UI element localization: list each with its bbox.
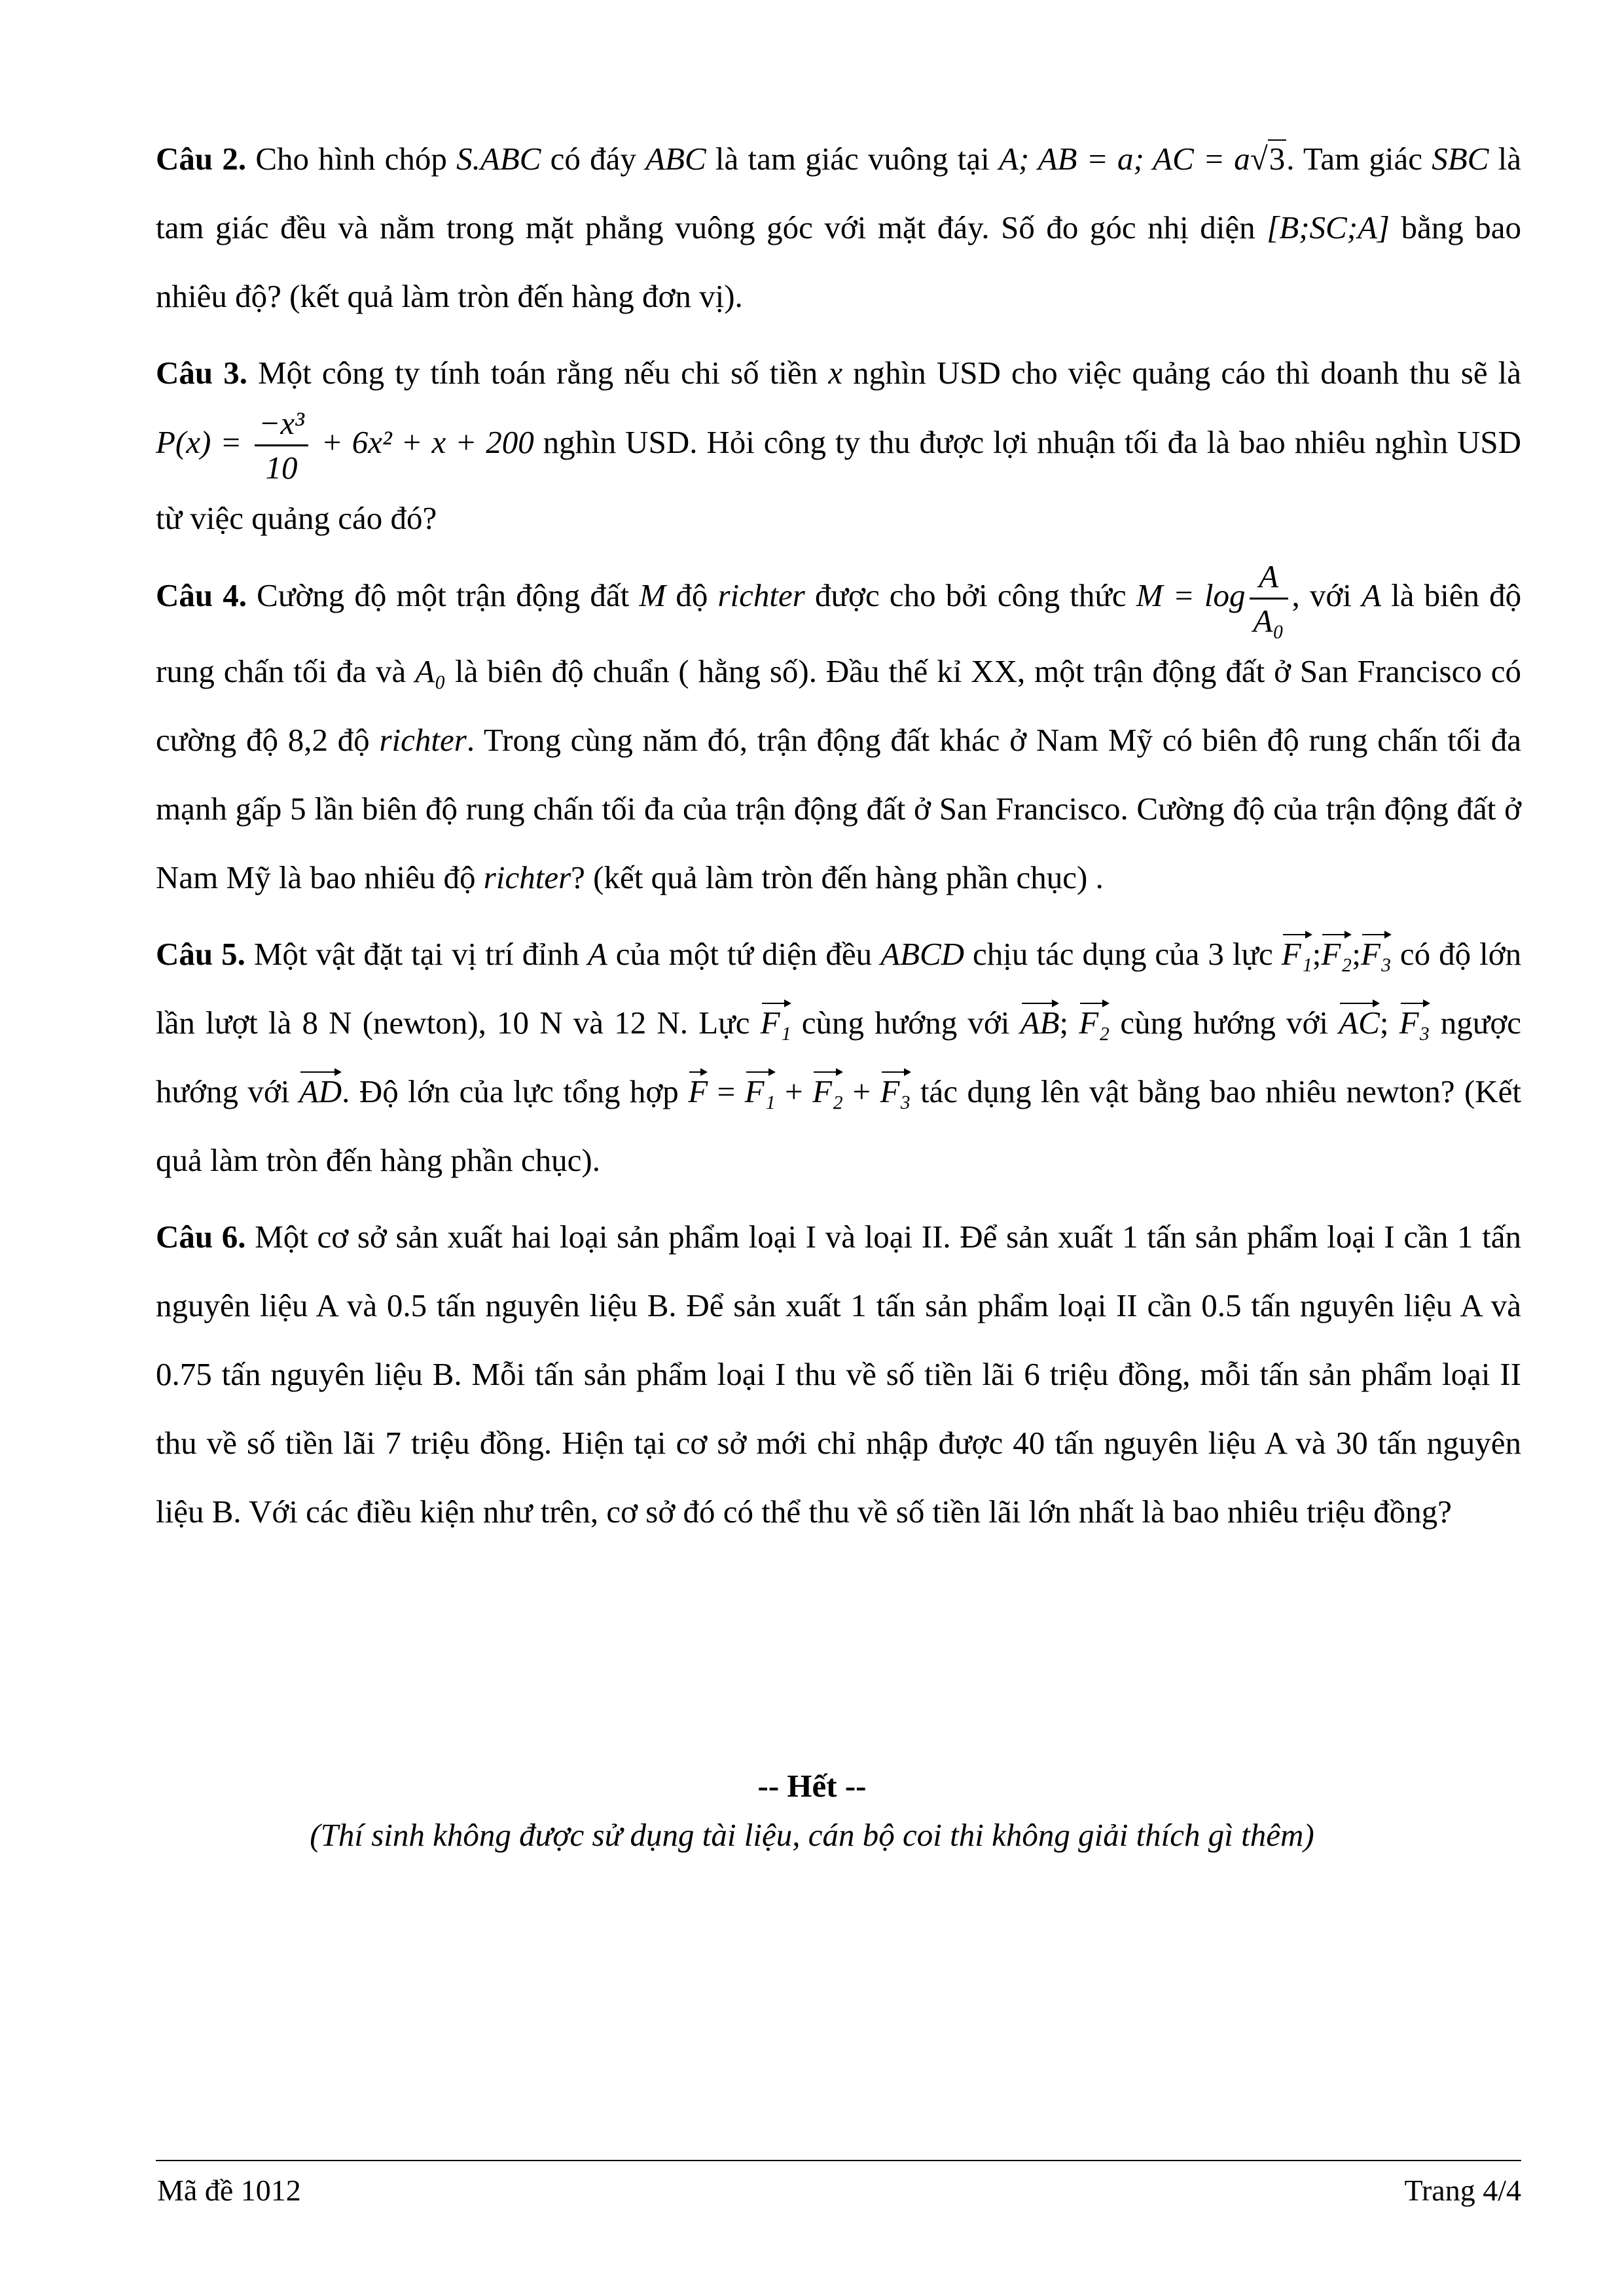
math-expression: SBC xyxy=(1432,141,1489,177)
question-text: độ xyxy=(676,577,708,613)
question-text: Một cơ sở sản xuất hai loại sản phẩm loại I và loại II. Để sản xuất 1 tấn sản phẩm loại I cần 1 tấn nguyên liệu A và 0.5 tấn nguyên liệu B. Để sản xuất 1 tấn sản phẩm loại II cần 0.5 tấn nguyên liệu A và 0.75 tấn nguyên liệu B. Mỗi tấn sản phẩm loại I thu về số tiền lãi 6 triệu đồng, mỗi tấn sản phẩm loại II thu về số tiền lãi 7 triệu đồng. Hiện tại cơ sở mới chỉ nhập được 40 tấn nguyên liệu A và 30 tấn nguyên liệu B. Với các điều kiện như trên, cơ sở đó có thể thu về số tiền lãi lớn nhất là bao nhiêu triệu đồng? xyxy=(156,1219,1521,1530)
vector-f3: F₃ xyxy=(1361,929,1392,970)
question-text: Cường độ một trận động đất xyxy=(257,577,630,613)
vector-f1: F₁ xyxy=(1282,929,1312,970)
vector-ab: AB xyxy=(1020,997,1060,1039)
question-text: bằng bao nhiêu độ? (kết quả làm tròn đến hàng đơn vị). xyxy=(156,209,1522,314)
math-expression: A xyxy=(587,936,607,972)
vector-f: F xyxy=(688,1066,708,1107)
fraction-denominator: A₀ xyxy=(1253,603,1284,639)
question-text: ngược hướng với xyxy=(156,1005,1522,1109)
question-text: của một tứ diện đều xyxy=(615,936,873,972)
vector-f2: F₂ xyxy=(812,1066,843,1107)
question-text: Một công ty tính toán rằng nếu chi số tiền xyxy=(258,355,818,391)
page-number: Trang 4/4 xyxy=(1404,2174,1521,2207)
question-text: cùng hướng với xyxy=(1120,1005,1329,1041)
fraction xyxy=(255,407,308,484)
vector-f2: F₂ xyxy=(1321,929,1352,970)
question-label: Câu 5. xyxy=(156,936,245,972)
footer-divider xyxy=(156,2160,1521,2161)
question-2 xyxy=(156,124,1521,331)
question-text: là tam giác đều và nằm trong mặt phẳng vuông góc với mặt đáy. Số đo góc nhị diện xyxy=(156,141,1522,245)
question-label: Câu 3. xyxy=(156,355,247,391)
question-text: là biên độ rung chấn tối đa và xyxy=(156,577,1522,689)
math-expression: x xyxy=(828,355,843,391)
richter-term: richter xyxy=(379,722,467,758)
question-text: . Tam giác xyxy=(1286,141,1423,177)
math-expression: M xyxy=(639,577,666,613)
question-4 xyxy=(156,560,1521,912)
question-text: cùng hướng với xyxy=(801,1005,1010,1041)
fraction xyxy=(1250,560,1288,637)
fraction-numerator: A xyxy=(1250,560,1288,600)
sqrt-radicand: 3 xyxy=(1269,141,1286,177)
exam-code: Mã đề 1012 xyxy=(157,2174,301,2207)
vector-f3: F₃ xyxy=(1399,997,1430,1039)
end-note: (Thí sinh không được sử dụng tài liệu, cán bộ coi thi không giải thích gì thêm) xyxy=(310,1817,1314,1853)
question-3 xyxy=(156,338,1521,552)
math-expression: A₀ xyxy=(415,653,446,689)
question-5: Câu 5. Một vật đặt tại vị trí đỉnh A của một tứ diện đều ABCD chịu tác dụng của 3 lực F₁;F₂;F₃ có độ lớn lần lượt là 8 N (newton), 10 N và 12 N. Lực F₁ cùng hướng với AB; F₂ cùng hướng với AC; F₃ ngược hướng với AD. Độ lớn của lực tổng hợp F = F₁ + F₂ + F₃ tác dụng lên vật bằng bao nhiêu newton? (Kết quả làm tròn đến hàng phần chục). xyxy=(156,920,1521,1194)
end-title: -- Hết -- xyxy=(757,1768,867,1804)
math-expression: + 6x² + x + 200 xyxy=(321,423,534,460)
question-text: là tam giác vuông tại xyxy=(715,141,990,177)
question-text: ? (kết quả làm tròn đến hàng phần chục) . xyxy=(571,859,1104,895)
question-label: Câu 2. xyxy=(156,141,247,177)
fraction-denominator: 10 xyxy=(265,450,298,486)
vector-f2: F₂ xyxy=(1079,997,1110,1039)
vector-f1: F₁ xyxy=(761,997,791,1039)
richter-term: richter xyxy=(717,577,805,613)
question-6 xyxy=(156,1202,1521,1546)
question-text: là biên độ chuẩn ( hằng số). Đầu thế kỉ XX, một trận động đất ở San Francisco có cường độ 8,2 độ xyxy=(156,653,1522,758)
question-text: nghìn USD cho việc quảng cáo thì doanh thu sẽ là xyxy=(853,355,1522,391)
vector-f3: F₃ xyxy=(880,1066,911,1107)
math-expression: S.ABC xyxy=(456,141,541,177)
question-text: nghìn USD. Hỏi công ty thu được lợi nhuận tối đa là bao nhiêu nghìn USD từ việc quảng cáo đó? xyxy=(156,423,1522,536)
exam-page xyxy=(156,124,1521,1546)
math-expression: A; AB = a; AC = a xyxy=(999,141,1250,177)
math-expression: M = log xyxy=(1136,577,1246,613)
question-label: Câu 6. xyxy=(156,1219,246,1255)
question-text: chịu tác dụng của 3 lực xyxy=(973,936,1273,972)
question-text: Một vật đặt tại vị trí đỉnh xyxy=(253,936,579,972)
question-text: , với xyxy=(1291,577,1352,613)
vector-ac: AC xyxy=(1339,997,1380,1039)
question-text: được cho bởi công thức xyxy=(814,577,1127,613)
math-expression: P(x) = xyxy=(156,423,242,460)
math-expression: [B;SC;A] xyxy=(1267,209,1390,245)
sqrt-symbol: √ xyxy=(1250,141,1268,177)
math-expression: ABC xyxy=(645,141,706,177)
vector-ad: AD xyxy=(299,1066,342,1107)
fraction-numerator: −x³ xyxy=(255,407,308,446)
question-label: Câu 4. xyxy=(156,577,247,613)
richter-term: richter xyxy=(483,859,571,895)
question-text: . Độ lớn của lực tổng hợp xyxy=(342,1073,679,1109)
math-expression: A xyxy=(1362,577,1381,613)
question-text: tác dụng lên vật bằng bao nhiêu newton? (Kết quả làm tròn đến hàng phần chục). xyxy=(156,1073,1522,1178)
question-text: có độ lớn lần lượt là 8 N (newton), 10 N và 12 N. Lực xyxy=(156,936,1522,1041)
question-text: Cho hình chóp xyxy=(255,141,447,177)
math-expression: ABCD xyxy=(880,936,965,972)
vector-f1: F₁ xyxy=(745,1066,776,1107)
question-text: có đáy xyxy=(550,141,636,177)
question-text: . Trong cùng năm đó, trận động đất khác ở Nam Mỹ có biên độ rung chấn tối đa mạnh gấp 5 lần biên độ rung chấn tối đa của trận động đất ở San Francisco. Cường độ của trận động đất ở Nam Mỹ là bao nhiêu độ xyxy=(156,722,1522,895)
